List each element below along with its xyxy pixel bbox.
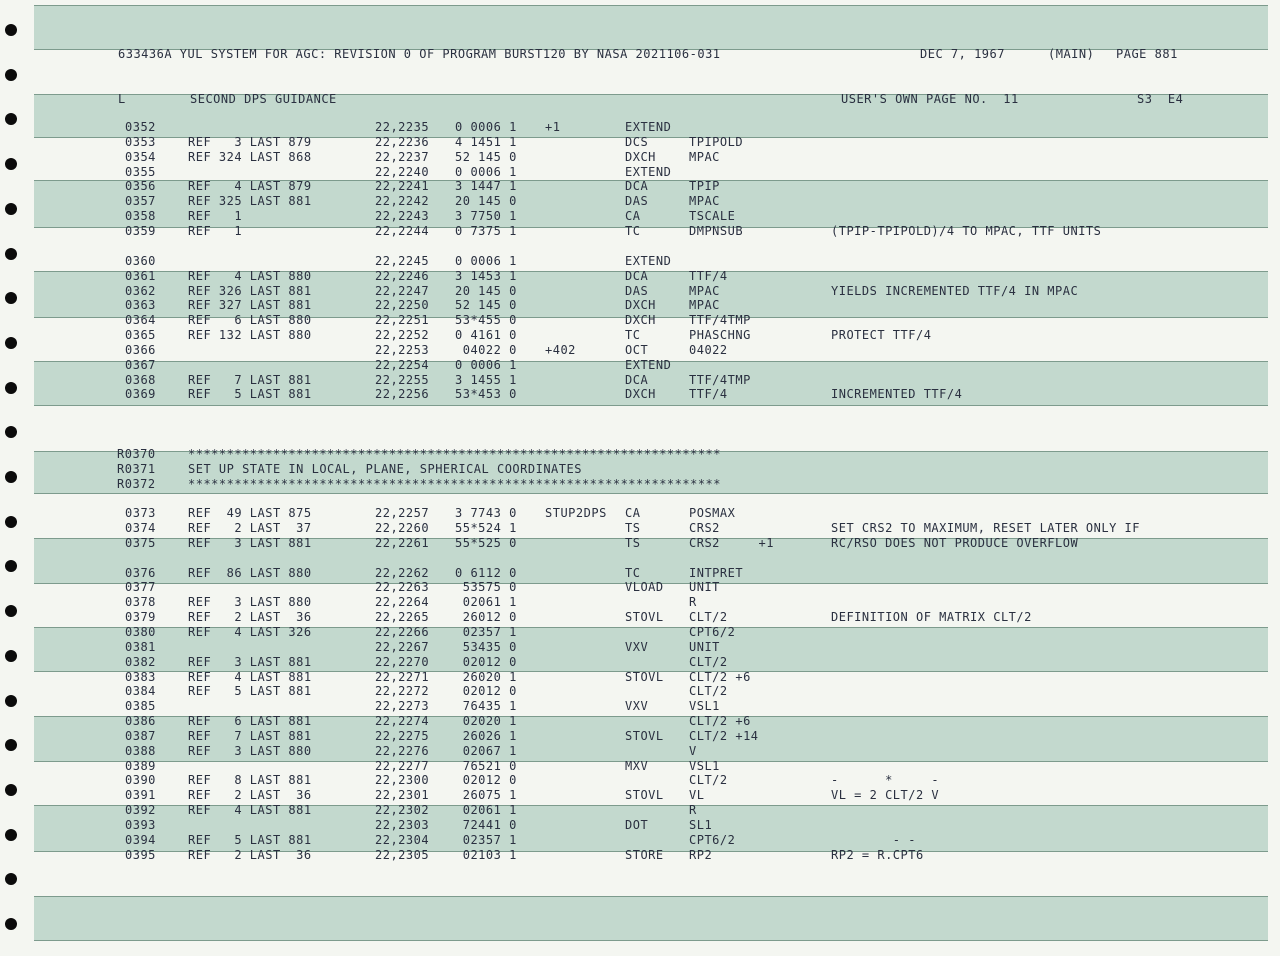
field-operand: VSL1 [689, 699, 720, 714]
field-code: 02357 1 [455, 624, 517, 639]
field-code: 20 145 0 [455, 283, 517, 298]
field-op: TS [625, 520, 641, 535]
feed-hole [5, 471, 17, 483]
field-extra: +1 [545, 120, 561, 134]
field-op: STOVL [625, 610, 664, 625]
field-loc: 0353 [125, 134, 156, 149]
field-ref: REF 1 [188, 209, 243, 224]
field-addr: 22,2253 [375, 342, 430, 357]
field-loc: 0366 [125, 342, 156, 357]
field-loc: 0369 [125, 387, 156, 402]
field-op: EXTEND [625, 120, 672, 134]
field-operand: PHASCHNG [689, 328, 751, 343]
field-op: DCA [625, 372, 649, 387]
field-ref: REF 2 LAST 36 [188, 610, 312, 625]
field-addr: 22,2263 [375, 580, 430, 595]
field-comment: SET CRS2 TO MAXIMUM, RESET LATER ONLY IF [831, 520, 1140, 535]
field-op: VXV [625, 699, 649, 714]
field-code: 55*524 1 [455, 520, 517, 535]
field-loc: 0362 [125, 283, 156, 298]
field-operand: TTF/4TMP [689, 313, 751, 328]
field-op: OCT [625, 342, 649, 357]
field-op: DXCH [625, 298, 656, 313]
field-code: 0 0006 1 [455, 164, 517, 179]
field-operand: CLT/2 +6 [689, 669, 751, 684]
field-operand: INTPRET [689, 565, 744, 580]
field-operand: MPAC [689, 149, 720, 164]
field-op: TC [625, 328, 641, 343]
field-op: DOT [625, 818, 649, 832]
field-addr: 22,2255 [375, 372, 430, 387]
feed-hole [5, 24, 17, 36]
field-ref: REF 132 LAST 880 [188, 328, 312, 343]
field-operand: CPT6/2 [689, 624, 736, 639]
remark-loc: R0371 [117, 461, 156, 476]
field-addr: 22,2300 [375, 773, 430, 788]
field-operand: CPT6/2 [689, 832, 736, 847]
field-ref: REF 1 [188, 223, 243, 238]
field-addr: 22,2246 [375, 268, 430, 283]
field-ref: REF 7 LAST 881 [188, 728, 312, 743]
field-op: TC [625, 565, 641, 580]
field-code: 53*455 0 [455, 313, 517, 328]
field-ref: REF 2 LAST 36 [188, 788, 312, 803]
field-code: 0 0006 1 [455, 253, 517, 268]
field-code: 20 145 0 [455, 194, 517, 209]
field-code: 0 0006 1 [455, 357, 517, 372]
field-addr: 22,2275 [375, 728, 430, 743]
field-addr: 22,2272 [375, 684, 430, 699]
field-code: 02103 1 [455, 847, 517, 862]
field-code: 02020 1 [455, 714, 517, 729]
feed-hole [5, 113, 17, 125]
field-addr: 22,2302 [375, 803, 430, 818]
field-operand: MPAC [689, 298, 720, 313]
field-addr: 22,2237 [375, 149, 430, 164]
field-loc: 0355 [125, 164, 156, 179]
field-ref: REF 3 LAST 879 [188, 134, 312, 149]
header-section: (MAIN) [1048, 47, 1095, 61]
paper-rule [34, 405, 1268, 406]
field-addr: 22,2250 [375, 298, 430, 313]
field-op: CA [625, 506, 641, 520]
sheet-codes: S3 E4 [1137, 92, 1184, 106]
field-code: 3 1453 1 [455, 268, 517, 283]
field-operand: TPIPOLD [689, 134, 744, 149]
feed-hole [5, 784, 17, 796]
field-operand: MPAC [689, 283, 720, 298]
field-addr: 22,2245 [375, 253, 430, 268]
field-operand: TTF/4TMP [689, 372, 751, 387]
field-code: 04022 0 [455, 342, 517, 357]
feed-hole [5, 158, 17, 170]
field-operand: R [689, 595, 697, 610]
field-loc: 0359 [125, 223, 156, 238]
field-code: 26012 0 [455, 610, 517, 625]
field-ref: REF 3 LAST 881 [188, 654, 312, 669]
field-loc: 0389 [125, 758, 156, 773]
field-addr: 22,2241 [375, 179, 430, 194]
field-operand: 04022 [689, 342, 728, 357]
field-loc: 0382 [125, 654, 156, 669]
remark-text: ********************************************************************* [188, 476, 721, 491]
field-operand: POSMAX [689, 506, 736, 520]
field-op: EXTEND [625, 357, 672, 372]
field-loc: 0352 [125, 120, 156, 134]
field-operand: TTF/4 [689, 387, 728, 402]
field-loc: 0376 [125, 565, 156, 580]
field-loc: 0374 [125, 520, 156, 535]
field-addr: 22,2236 [375, 134, 430, 149]
paper-rule [34, 5, 1268, 6]
field-comment: YIELDS INCREMENTED TTF/4 IN MPAC [831, 283, 1079, 298]
field-addr: 22,2235 [375, 120, 430, 134]
field-ref: REF 3 LAST 880 [188, 743, 312, 758]
field-op: STORE [625, 847, 664, 862]
field-ref: REF 6 LAST 881 [188, 714, 312, 729]
field-loc: 0387 [125, 728, 156, 743]
field-addr: 22,2303 [375, 818, 430, 832]
feed-hole [5, 650, 17, 662]
field-loc: 0394 [125, 832, 156, 847]
field-operand: V [689, 743, 697, 758]
field-loc: 0383 [125, 669, 156, 684]
field-op: VLOAD [625, 580, 664, 595]
field-code: 76435 1 [455, 699, 517, 714]
field-ref: REF 2 LAST 37 [188, 520, 312, 535]
field-loc: 0354 [125, 149, 156, 164]
field-addr: 22,2262 [375, 565, 430, 580]
field-addr: 22,2254 [375, 357, 430, 372]
field-loc: 0386 [125, 714, 156, 729]
field-addr: 22,2304 [375, 832, 430, 847]
field-code: 26020 1 [455, 669, 517, 684]
field-addr: 22,2260 [375, 520, 430, 535]
field-loc: 0377 [125, 580, 156, 595]
feed-hole [5, 873, 17, 885]
field-op: STOVL [625, 669, 664, 684]
field-loc: 0380 [125, 624, 156, 639]
field-loc: 0392 [125, 803, 156, 818]
field-code: 0 4161 0 [455, 328, 517, 343]
field-code: 02061 1 [455, 803, 517, 818]
feed-hole [5, 248, 17, 260]
l-mark: L [118, 92, 126, 106]
field-ref: REF 327 LAST 881 [188, 298, 312, 313]
field-loc: 0368 [125, 372, 156, 387]
field-ref: REF 4 LAST 879 [188, 179, 312, 194]
field-operand: CRS2 +1 [689, 535, 774, 550]
field-loc: 0384 [125, 684, 156, 699]
field-ref: REF 5 LAST 881 [188, 832, 312, 847]
own-page-number: USER'S OWN PAGE NO. 11 [841, 92, 1019, 106]
feed-hole [5, 918, 17, 930]
field-loc: 0381 [125, 639, 156, 654]
field-operand: RP2 [689, 847, 713, 862]
paper-rule [34, 896, 1268, 897]
field-code: 3 7743 0 [455, 506, 517, 520]
remark-text: ********************************************************************* [188, 447, 721, 461]
field-ref: REF 326 LAST 881 [188, 283, 312, 298]
field-addr: 22,2301 [375, 788, 430, 803]
field-loc: 0390 [125, 773, 156, 788]
field-comment: - - [831, 832, 916, 847]
field-code: 53575 0 [455, 580, 517, 595]
field-code: 02012 0 [455, 654, 517, 669]
field-code: 0 0006 1 [455, 120, 517, 134]
field-loc: 0356 [125, 179, 156, 194]
field-ref: REF 49 LAST 875 [188, 506, 312, 520]
field-addr: 22,2256 [375, 387, 430, 402]
field-ref: REF 4 LAST 881 [188, 669, 312, 684]
field-op: EXTEND [625, 253, 672, 268]
field-addr: 22,2305 [375, 847, 430, 862]
field-operand: VSL1 [689, 758, 720, 773]
field-ref: REF 5 LAST 881 [188, 684, 312, 699]
field-loc: 0378 [125, 595, 156, 610]
field-addr: 22,2273 [375, 699, 430, 714]
field-loc: 0360 [125, 253, 156, 268]
field-addr: 22,2266 [375, 624, 430, 639]
field-loc: 0375 [125, 535, 156, 550]
field-operand: UNIT [689, 580, 720, 595]
field-ref: REF 8 LAST 881 [188, 773, 312, 788]
field-comment: - * - [831, 773, 940, 788]
field-ref: REF 4 LAST 326 [188, 624, 312, 639]
paper-band [34, 5, 1268, 49]
field-ref: REF 3 LAST 880 [188, 595, 312, 610]
field-code: 02012 0 [455, 684, 517, 699]
field-addr: 22,2240 [375, 164, 430, 179]
field-operand: CLT/2 [689, 654, 728, 669]
field-operand: CLT/2 [689, 773, 728, 788]
field-addr: 22,2257 [375, 506, 430, 520]
feed-hole [5, 739, 17, 751]
feed-hole [5, 516, 17, 528]
field-op: DXCH [625, 149, 656, 164]
field-operand: CLT/2 [689, 684, 728, 699]
field-loc: 0388 [125, 743, 156, 758]
paper-rule [34, 761, 1268, 762]
field-loc: 0357 [125, 194, 156, 209]
feed-hole [5, 69, 17, 81]
header-date: DEC 7, 1967 [920, 47, 1005, 61]
field-loc: 0358 [125, 209, 156, 224]
field-addr: 22,2271 [375, 669, 430, 684]
feed-hole [5, 203, 17, 215]
field-op: DXCH [625, 387, 656, 402]
field-comment: RP2 = R.CPT6 [831, 847, 924, 862]
field-operand: VL [689, 788, 705, 803]
field-label: STUP2DPS [545, 506, 607, 520]
field-op: DCS [625, 134, 649, 149]
field-operand: CLT/2 +14 [689, 728, 759, 743]
field-code: 55*525 0 [455, 535, 517, 550]
field-code: 3 1447 1 [455, 179, 517, 194]
field-ref: REF 6 LAST 880 [188, 313, 312, 328]
field-addr: 22,2261 [375, 535, 430, 550]
field-code: 76521 0 [455, 758, 517, 773]
field-loc: 0391 [125, 788, 156, 803]
field-code: 26026 1 [455, 728, 517, 743]
field-addr: 22,2276 [375, 743, 430, 758]
field-loc: 0365 [125, 328, 156, 343]
paper-rule [34, 493, 1268, 494]
field-ref: REF 4 LAST 880 [188, 268, 312, 283]
field-operand: SL1 [689, 818, 713, 832]
remark-loc: R0372 [117, 476, 156, 491]
field-operand: CLT/2 +6 [689, 714, 751, 729]
field-addr: 22,2274 [375, 714, 430, 729]
field-loc: 0367 [125, 357, 156, 372]
paper-band [34, 896, 1268, 940]
field-code: 3 7750 1 [455, 209, 517, 224]
field-ref: REF 324 LAST 868 [188, 149, 312, 164]
section-title: SECOND DPS GUIDANCE [190, 92, 337, 106]
feed-hole [5, 560, 17, 572]
field-comment: INCREMENTED TTF/4 [831, 387, 963, 402]
field-operand: UNIT [689, 639, 720, 654]
field-loc: 0364 [125, 313, 156, 328]
field-loc: 0379 [125, 610, 156, 625]
field-op: CA [625, 209, 641, 224]
field-code: 02061 1 [455, 595, 517, 610]
header-title: 633436A YUL SYSTEM FOR AGC: REVISION 0 OF PROGRAM BURST120 BY NASA 2021106-031 [118, 47, 721, 61]
field-addr: 22,2252 [375, 328, 430, 343]
field-code: 72441 0 [455, 818, 517, 832]
field-ref: REF 4 LAST 881 [188, 803, 312, 818]
field-ref: REF 5 LAST 881 [188, 387, 312, 402]
field-code: 02012 0 [455, 773, 517, 788]
field-code: 0 6112 0 [455, 565, 517, 580]
field-ref: REF 7 LAST 881 [188, 372, 312, 387]
feed-hole [5, 292, 17, 304]
field-extra: +402 [545, 342, 576, 357]
field-operand: CRS2 [689, 520, 720, 535]
field-comment: VL = 2 CLT/2 V [831, 788, 940, 803]
field-loc: 0393 [125, 818, 156, 832]
feed-hole [5, 426, 17, 438]
feed-hole [5, 382, 17, 394]
field-code: 4 1451 1 [455, 134, 517, 149]
feed-hole [5, 605, 17, 617]
field-code: 26075 1 [455, 788, 517, 803]
field-code: 53*453 0 [455, 387, 517, 402]
field-ref: REF 2 LAST 36 [188, 847, 312, 862]
field-op: DXCH [625, 313, 656, 328]
field-addr: 22,2267 [375, 639, 430, 654]
field-op: TS [625, 535, 641, 550]
field-op: EXTEND [625, 164, 672, 179]
field-addr: 22,2264 [375, 595, 430, 610]
field-op: TC [625, 223, 641, 238]
field-code: 52 145 0 [455, 298, 517, 313]
feed-hole [5, 829, 17, 841]
field-addr: 22,2270 [375, 654, 430, 669]
field-operand: TPIP [689, 179, 720, 194]
field-operand: TSCALE [689, 209, 736, 224]
field-addr: 22,2244 [375, 223, 430, 238]
field-loc: 0361 [125, 268, 156, 283]
field-code: 02067 1 [455, 743, 517, 758]
field-ref: REF 86 LAST 880 [188, 565, 312, 580]
field-code: 0 7375 1 [455, 223, 517, 238]
field-op: STOVL [625, 788, 664, 803]
field-comment: DEFINITION OF MATRIX CLT/2 [831, 610, 1032, 625]
remark-loc: R0370 [117, 447, 156, 461]
paper-rule [34, 940, 1268, 941]
field-comment: (TPIP-TPIPOLD)/4 TO MPAC, TTF UNITS [831, 223, 1102, 238]
header-page: PAGE 881 [1116, 47, 1178, 61]
field-code: 02357 1 [455, 832, 517, 847]
field-ref: REF 325 LAST 881 [188, 194, 312, 209]
field-addr: 22,2265 [375, 610, 430, 625]
field-op: DCA [625, 268, 649, 283]
field-loc: 0395 [125, 847, 156, 862]
field-ref: REF 3 LAST 881 [188, 535, 312, 550]
field-operand: MPAC [689, 194, 720, 209]
field-code: 52 145 0 [455, 149, 517, 164]
field-op: DAS [625, 194, 649, 209]
field-comment: RC/RSO DOES NOT PRODUCE OVERFLOW [831, 535, 1079, 550]
field-operand: CLT/2 [689, 610, 728, 625]
field-op: DCA [625, 179, 649, 194]
feed-hole [5, 337, 17, 349]
field-operand: TTF/4 [689, 268, 728, 283]
field-loc: 0385 [125, 699, 156, 714]
field-code: 3 1455 1 [455, 372, 517, 387]
field-addr: 22,2247 [375, 283, 430, 298]
field-operand: DMPNSUB [689, 223, 744, 238]
field-addr: 22,2251 [375, 313, 430, 328]
field-op: DAS [625, 283, 649, 298]
field-operand: R [689, 803, 697, 818]
remark-text: SET UP STATE IN LOCAL, PLANE, SPHERICAL COORDINATES [188, 461, 582, 476]
field-code: 53435 0 [455, 639, 517, 654]
field-addr: 22,2277 [375, 758, 430, 773]
field-op: STOVL [625, 728, 664, 743]
field-comment: PROTECT TTF/4 [831, 328, 932, 343]
feed-hole [5, 695, 17, 707]
field-loc: 0373 [125, 506, 156, 520]
field-op: VXV [625, 639, 649, 654]
field-loc: 0363 [125, 298, 156, 313]
field-addr: 22,2242 [375, 194, 430, 209]
field-addr: 22,2243 [375, 209, 430, 224]
field-op: MXV [625, 758, 649, 773]
